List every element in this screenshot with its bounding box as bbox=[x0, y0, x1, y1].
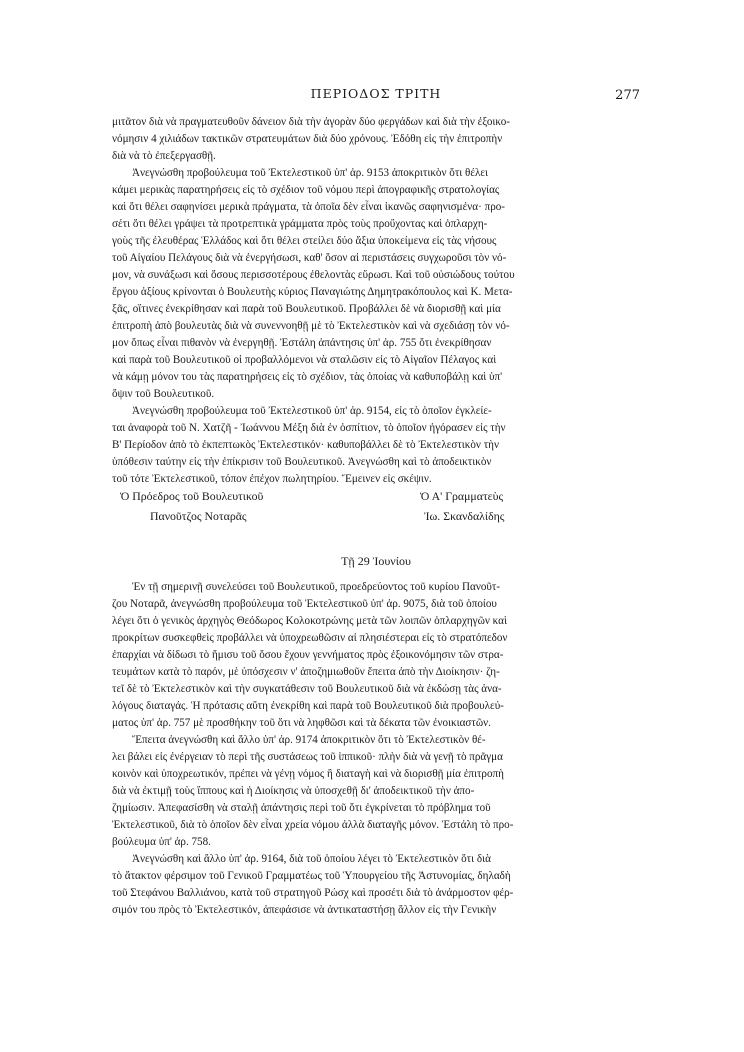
text-line: κοινὸν καὶ ὑποχρεωτικόν, πρέπει νὰ γένῃ νόμος ἢ διαταγὴ καὶ νὰ διορισθῇ μία ἐπιτροπὴ bbox=[112, 768, 504, 780]
text-line: μον, νὰ συνάξωσι καὶ ὅσους περισσοτέρους ἐθελοντὰς εὕρωσι. Καὶ τοῦ οὐσιώδους τούτου bbox=[112, 269, 515, 281]
text-line: ἐπιτροπὴ ἀπὸ βουλευτὰς διὰ νὰ συνεννοηθῇ μὲ τὸ Ἐκτελεστικὸν καὶ νὰ σχεδιάσῃ τὸν νό- bbox=[112, 320, 510, 332]
text-line: Ἐκτελεστικοῦ, διὰ τὸ ὁποῖον δὲν εἶναι χρεία νόμου ἀλλὰ διαταγῆς μόνον. Ἐστάλη τὸ προ- bbox=[112, 819, 514, 831]
text-line: Β' Περίοδον ἀπὸ τὸ ἐκπεπτωκὸς Ἐκτελεστικόν· καθυποβάλλει δὲ τὸ Ἐκτελεστικὸν τὴν bbox=[112, 439, 499, 451]
text-line: προκρίτων συσκεφθεὶς προβάλλει νὰ ὑποχρεωθῶσιν αἱ πλησιέστεραι εἰς τὸ στρατόπεδον bbox=[112, 632, 508, 644]
text-line: Ἀνεγνώσθη προβούλευμα τοῦ Ἐκτελεστικοῦ ὑπ' ἀρ. 9154, εἰς τὸ ὁποῖον ἐγκλείε- bbox=[132, 405, 492, 417]
text-line: καὶ παρὰ τοῦ Βουλευτικοῦ οἱ προβαλλόμενοι νὰ σταλῶσιν εἰς τὸ Αἰγαῖον Πέλαγος καὶ bbox=[112, 354, 497, 366]
text-line: λει βάλει εἰς ἐνέργειαν τὸ περὶ τῆς συστάσεως τοῦ ἱππικοῦ· πλὴν διὰ νὰ γενῇ τὸ πρᾶγμα bbox=[112, 751, 503, 763]
text-line: ὄψιν τοῦ Βουλευτικοῦ. bbox=[112, 388, 215, 400]
signature-block bbox=[112, 486, 640, 526]
text-line: καὶ ὅτι θέλει σαφηνίσει μερικὰ πράγματα, τὰ ὁποῖα δὲν εἶναι ἱκανῶς σαφηνισμένα· προ- bbox=[112, 201, 505, 213]
text-line: σιμόν του πρὸς τὸ Ἐκτελεστικόν, ἀπεφάσισε νὰ ἀντικαταστήσῃ ἄλλον εἰς τὴν Γενικὴν bbox=[112, 904, 497, 916]
text-line: Ἔπειτα ἀνεγνώσθη καὶ ἄλλο ὑπ' ἀρ. 9174 ἀποκριτικὸν ὅτι τὸ Ἐκτελεστικὸν θέ- bbox=[132, 734, 486, 746]
text-line: ὑπόθεσιν ταύτην εἰς τὴν ἐπίκρισιν τοῦ Βουλευτικοῦ. Ἀνεγνώσθη καὶ τὸ ἀποδεικτικὸν bbox=[112, 456, 492, 468]
text-block-june-29 bbox=[112, 579, 640, 919]
secretary-signature bbox=[420, 486, 504, 526]
page-header bbox=[112, 86, 640, 104]
text-line: τοῦ Στεφάνου Βαλλιάνου, κατὰ τοῦ στρατηγοῦ Ρώσχ καὶ προσέτι διὰ τὸ ἀνάρμοστον φέρ- bbox=[112, 887, 514, 899]
text-line: βούλευμα ὑπ' ἀρ. 758. bbox=[112, 836, 211, 848]
text-line: ξᾶς, οἵτινες ἐνεκρίθησαν καὶ παρὰ τοῦ Βουλευτικοῦ. Προβάλλει δὲ νὰ διορισθῇ καὶ μία bbox=[112, 303, 501, 315]
text-line: ζου Νοταρᾶ, ἀνεγνώσθη προβούλευμα τοῦ Ἐκτελεστικοῦ ὑπ' ἀρ. 9075, διὰ τοῦ ὁποίου bbox=[112, 598, 497, 610]
text-line: μον ὅπως εἶναι πιθανὸν νὰ ἐνεργηθῇ. Ἐστάλη ἀπάντησις ὑπ' ἀρ. 755 ὅτι ἐνεκρίθησαν bbox=[112, 337, 492, 349]
text-block-session bbox=[112, 114, 640, 488]
text-line: Ἀνεγνώσθη προβούλευμα τοῦ Ἐκτελεστικοῦ ὑπ' ἀρ. 9153 ἀποκριτικὸν ὅτι θέλει bbox=[132, 167, 489, 179]
text-line: Ἐν τῇ σημερινῇ συνελεύσει τοῦ Βουλευτικοῦ, προεδρεύοντος τοῦ κυρίου Πανοῦτ- bbox=[132, 581, 501, 593]
text-line: τὸ ἄτακτον φέρσιμον τοῦ Γενικοῦ Γραμματέως τοῦ Ὑπουργείου τῆς Ἀστυνομίας, δηλαδὴ bbox=[112, 870, 511, 882]
date-heading: Τῇ 29 Ἰουνίου bbox=[341, 554, 411, 568]
president-title: Ὁ Πρόεδρος τοῦ Βουλευτικοῦ bbox=[120, 489, 264, 503]
text-line: διὰ νὰ τὸ ἐπεξεργασθῇ. bbox=[112, 150, 216, 162]
text-line: ἔργου ἀξίους κρίνονται ὁ Βουλευτὴς κύριος Παναγιώτης Δημητρακόπουλος καὶ Κ. Μετα- bbox=[112, 286, 513, 298]
text-line: Ἀνεγνώσθη καὶ ἄλλο ὑπ' ἀρ. 9164, διὰ τοῦ ὁποίου λέγει τὸ Ἐκτελεστικὸν ὅτι διὰ bbox=[132, 853, 491, 865]
text-line: διὰ νὰ ἐκτιμῇ τοὺς ἵππους καὶ ἡ Διοίκησις νὰ ὑποσχεθῇ δι' ἀποδεικτικοῦ τὴν ἀπο- bbox=[112, 785, 475, 797]
text-line: γοὺς τῆς ἐλευθέρας Ἑλλάδος καὶ ὅτι θέλει στείλει δύο ἄξια ὑποκείμενα εἰς τὰς νήσους bbox=[112, 235, 497, 247]
text-line: ται ἀναφορὰ τοῦ Ν. Χατζῆ - Ἰωάννου Μέξη διὰ ἐν ὀσπίτιον, τὸ ὁποῖον ἠγόρασεν εἰς τὴν bbox=[112, 422, 506, 434]
text-line: λέγει ὅτι ὁ γενικὸς ἀρχηγὸς Θεόδωρος Κολοκοτρώνης μετὰ τῶν λοιπῶν ὁπλαρχηγῶν καὶ bbox=[112, 615, 507, 627]
text-line: λόγους διαταγάς. Ἡ πρότασις αὕτη ἐνεκρίθη καὶ παρὰ τοῦ Βουλευτικοῦ διὰ προβουλεύ- bbox=[112, 700, 504, 712]
text-line: τοῦ Αἰγαίου Πελάγους διὰ νὰ ἐνεργήσωσι, καθ' ὅσον αἱ περιστάσεις συγχωροῦσι τὸν νό- bbox=[112, 252, 507, 264]
text-line: ἐπαρχίαι νὰ δίδωσι τὸ ἥμισυ τοῦ ὅσου ἔχουν γεννήματος πρὸς ἐξοικονόμησιν τῶν στρα- bbox=[112, 649, 504, 661]
text-line: ζημίωσιν. Ἀπεφασίσθη νὰ σταλῇ ἀπάντησις περὶ τοῦ ὅτι ἐγκρίνεται τὸ πρόβλημα τοῦ bbox=[112, 802, 491, 814]
text-line: νόμησιν 4 χιλιάδων τακτικῶν στρατευμάτων διὰ δύο χρόνους. Ἐδόθη εἰς τὴν ἐπιτροπὴν bbox=[112, 133, 503, 145]
text-line: μιτᾶτον διὰ νὰ πραγματευθοῦν δάνειον διὰ τὴν ἀγορὰν δύο φεργάδων καὶ διὰ τὴν ἐξοικο- bbox=[112, 116, 510, 128]
text-line: τοῦ τότε Ἐκτελεστικοῦ, τόπον ἐπέχον πωλητηρίου. Ἔμεινεν εἰς σκέψιν. bbox=[112, 473, 432, 485]
text-line: τεῖ δὲ τὸ Ἐκτελεστικὸν καὶ τὴν συγκατάθεσιν τοῦ Βουλευτικοῦ διὰ νὰ ἐκδώσῃ τὰς ἀνα- bbox=[112, 683, 502, 695]
text-line: κάμει μερικὰς παρατηρήσεις εἰς τὸ σχέδιον τοῦ νόμου περὶ ἀπογραφικῆς στρατολογίας bbox=[112, 184, 500, 196]
running-title: ΠΕΡΙΟΔΟΣ ΤΡΙΤΗ bbox=[310, 86, 442, 101]
secretary-name: Ἰω. Σκανδαλίδης bbox=[424, 509, 505, 523]
page-number: 277 bbox=[615, 88, 640, 103]
president-name: Πανοῦτζος Νοταρᾶς bbox=[150, 509, 247, 523]
president-signature bbox=[120, 486, 263, 526]
text-line: σέτι ὅτι θέλει γράψει τὰ προτρεπτικὰ γράμματα πρὸς τοὺς προὔχοντας καὶ ὁπλαρχη- bbox=[112, 218, 488, 230]
text-line: τευμάτων κατὰ τὸ παρόν, μὲ ὑπόσχεσιν ν' ἀποζημιωθοῦν ἔπειτα ἀπὸ τὴν Διοίκησιν· ζη- bbox=[112, 666, 500, 678]
text-line: ματος ὑπ' ἀρ. 757 μὲ προσθήκην τοῦ ὅτι νὰ ληφθῶσι καὶ τὰ δέκατα τῶν ἐνοικιαστῶν. bbox=[112, 717, 491, 729]
text-line: νὰ κάμῃ μόνον του τὰς παρατηρήσεις εἰς τὸ σχέδιον, τὰς ὁποίας νὰ καθυποβάλῃ καὶ ὑπ' bbox=[112, 371, 503, 383]
secretary-title: Ὁ Α' Γραμματεὺς bbox=[420, 489, 504, 503]
